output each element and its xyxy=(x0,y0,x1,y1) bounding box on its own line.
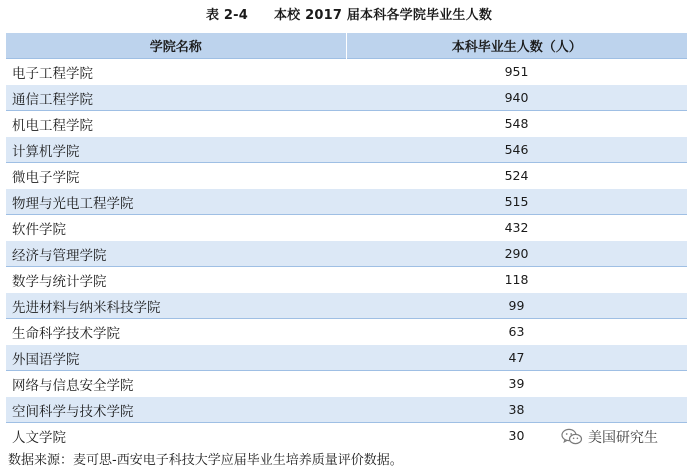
table-row xyxy=(6,85,687,111)
table-row xyxy=(6,163,687,189)
graduate-count: 548 xyxy=(346,111,687,137)
watermark xyxy=(561,427,658,447)
college-name: 生命科学技术学院 xyxy=(6,319,346,345)
college-name: 通信工程学院 xyxy=(6,85,346,111)
table-number: 表 2-4 xyxy=(205,8,248,23)
table-row xyxy=(6,137,687,163)
college-name: 网络与信息安全学院 xyxy=(6,371,346,397)
graduate-count: 940 xyxy=(346,85,687,111)
graduate-count: 524 xyxy=(346,163,687,189)
college-name: 计算机学院 xyxy=(6,137,346,163)
table-row xyxy=(6,397,687,423)
college-name: 微电子学院 xyxy=(6,163,346,189)
column-header-count: 本科毕业生人数（人） xyxy=(346,33,687,59)
college-name: 数学与统计学院 xyxy=(6,267,346,293)
college-name: 经济与管理学院 xyxy=(6,241,346,267)
table-row xyxy=(6,241,687,267)
table-row xyxy=(6,59,687,85)
graduates-table xyxy=(6,33,687,448)
college-name: 软件学院 xyxy=(6,215,346,241)
column-header-college: 学院名称 xyxy=(6,33,346,59)
graduate-count: 951 xyxy=(346,59,687,85)
table-row xyxy=(6,189,687,215)
table-caption xyxy=(0,4,698,23)
header-row xyxy=(6,33,687,59)
graduate-count: 38 xyxy=(346,397,687,423)
college-name: 物理与光电工程学院 xyxy=(6,189,346,215)
college-name: 空间科学与技术学院 xyxy=(6,397,346,423)
table-row xyxy=(6,371,687,397)
table-row xyxy=(6,111,687,137)
table-title: 本校 2017 届本科各学院毕业生人数 xyxy=(273,8,493,23)
college-name: 人文学院 xyxy=(6,423,346,449)
graduate-count: 432 xyxy=(346,215,687,241)
graduate-count: 30 xyxy=(346,423,687,449)
table-row xyxy=(6,345,687,371)
graduate-count: 39 xyxy=(346,371,687,397)
graduate-count: 515 xyxy=(346,189,687,215)
college-name: 机电工程学院 xyxy=(6,111,346,137)
source-note: 数据来源：麦可思-西安电子科技大学应届毕业生培养质量评价数据。 xyxy=(8,453,403,468)
table-row xyxy=(6,215,687,241)
graduate-count: 63 xyxy=(346,319,687,345)
college-name: 电子工程学院 xyxy=(6,59,346,85)
watermark-text: 美国研究生 xyxy=(588,430,658,446)
table-row xyxy=(6,319,687,345)
graduate-count: 47 xyxy=(346,345,687,371)
graduate-count: 546 xyxy=(346,137,687,163)
wechat-icon xyxy=(561,428,583,446)
college-name: 外国语学院 xyxy=(6,345,346,371)
table-row xyxy=(6,293,687,319)
graduate-count: 118 xyxy=(346,267,687,293)
college-name: 先进材料与纳米科技学院 xyxy=(6,293,346,319)
graduate-count: 99 xyxy=(346,293,687,319)
table-row xyxy=(6,267,687,293)
graduate-count: 290 xyxy=(346,241,687,267)
